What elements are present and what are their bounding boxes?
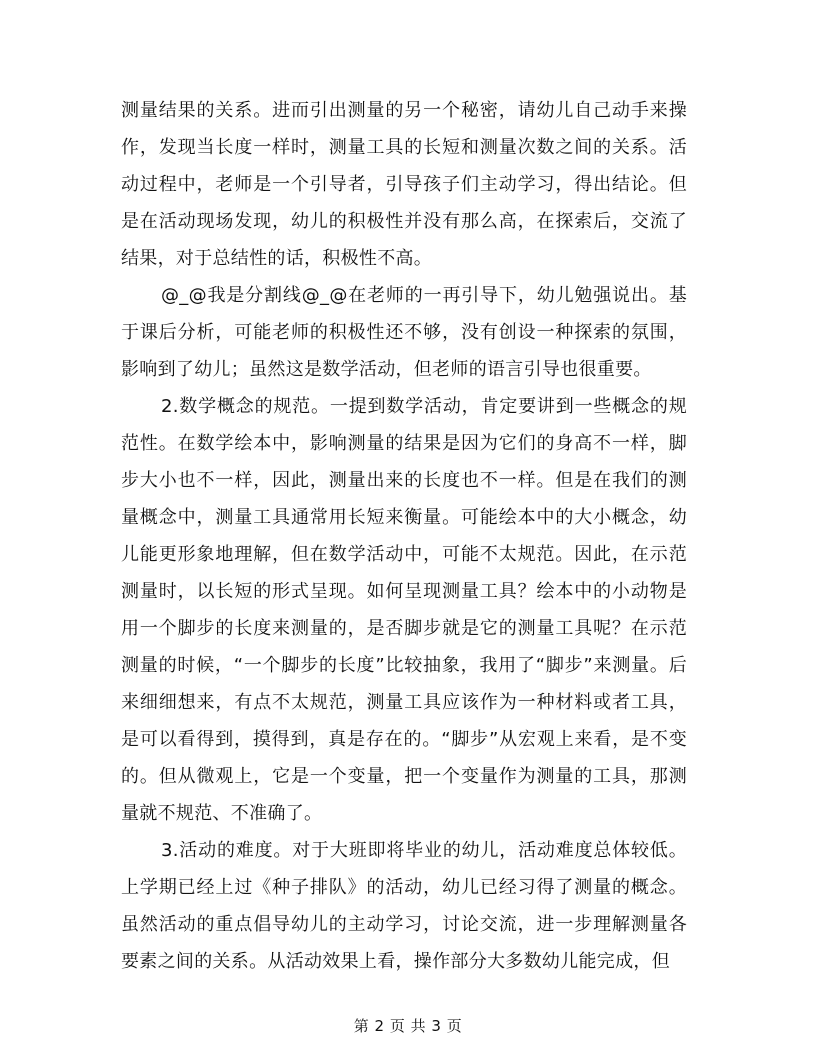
page-footer: 第 2 页 共 3 页 xyxy=(353,1017,463,1035)
paragraph-1: 测量结果的关系。进而引出测量的另一个秘密，请幼儿自己动手来操作，发现当长度一样时，测量工具的长短和测量次数之间的关系。活动过程中，老师是一个引导者，引导孩子们主动学习，得出结论。但是在活动现场发现，幼儿的积极性并没有那么高，在探索后，交流了结果，对于总结性的话，积极性不高。 xyxy=(121,100,687,269)
paragraph-2: @_@我是分割线@_@在老师的一再引导下，幼儿勉强说出。基于课后分析，可能老师的积极性还不够，没有创设一种探索的氛围，影响到了幼儿；虽然这是数学活动，但老师的语言引导也很重要。 xyxy=(121,285,687,380)
paragraph-3: 2.数学概念的规范。一提到数学活动，肯定要讲到一些概念的规范性。在数学绘本中，影响测量的结果是因为它们的身高不一样，脚步大小也不一样，因此，测量出来的长度也不一样。但是在我们的测量概念中，测量工具通常用长短来衡量。可能绘本中的大小概念，幼儿能更形象地理解，但在数学活动中，可能不太规范。因此，在示范测量时，以长短的形式呈现。如何呈现测量工具？绘本中的小动物是用一个脚步的长度来测量的，是否脚步就是它的测量工具呢？在示范测量的时候，“一个脚步的长度”比较抽象，我用了“脚步”来测量。后来细细想来，有点不太规范，测量工具应该作为一种材料或者工具，是可以看得到，摸得到，真是存在的。“脚步”从宏观上来看，是不变的。但从微观上，它是一个变量，把一个变量作为测量的工具，那测量就不规范、不准确了。 xyxy=(121,396,687,824)
document-body xyxy=(121,92,687,980)
paragraph-4: 3.活动的难度。对于大班即将毕业的幼儿，活动难度总体较低。上学期已经上过《种子排队》的活动，幼儿已经习得了测量的概念。虽然活动的重点倡导幼儿的主动学习，讨论交流，进一步理解测量各要素之间的关系。从活动效果上看，操作部分大多数幼儿能完成，但 xyxy=(121,840,687,972)
